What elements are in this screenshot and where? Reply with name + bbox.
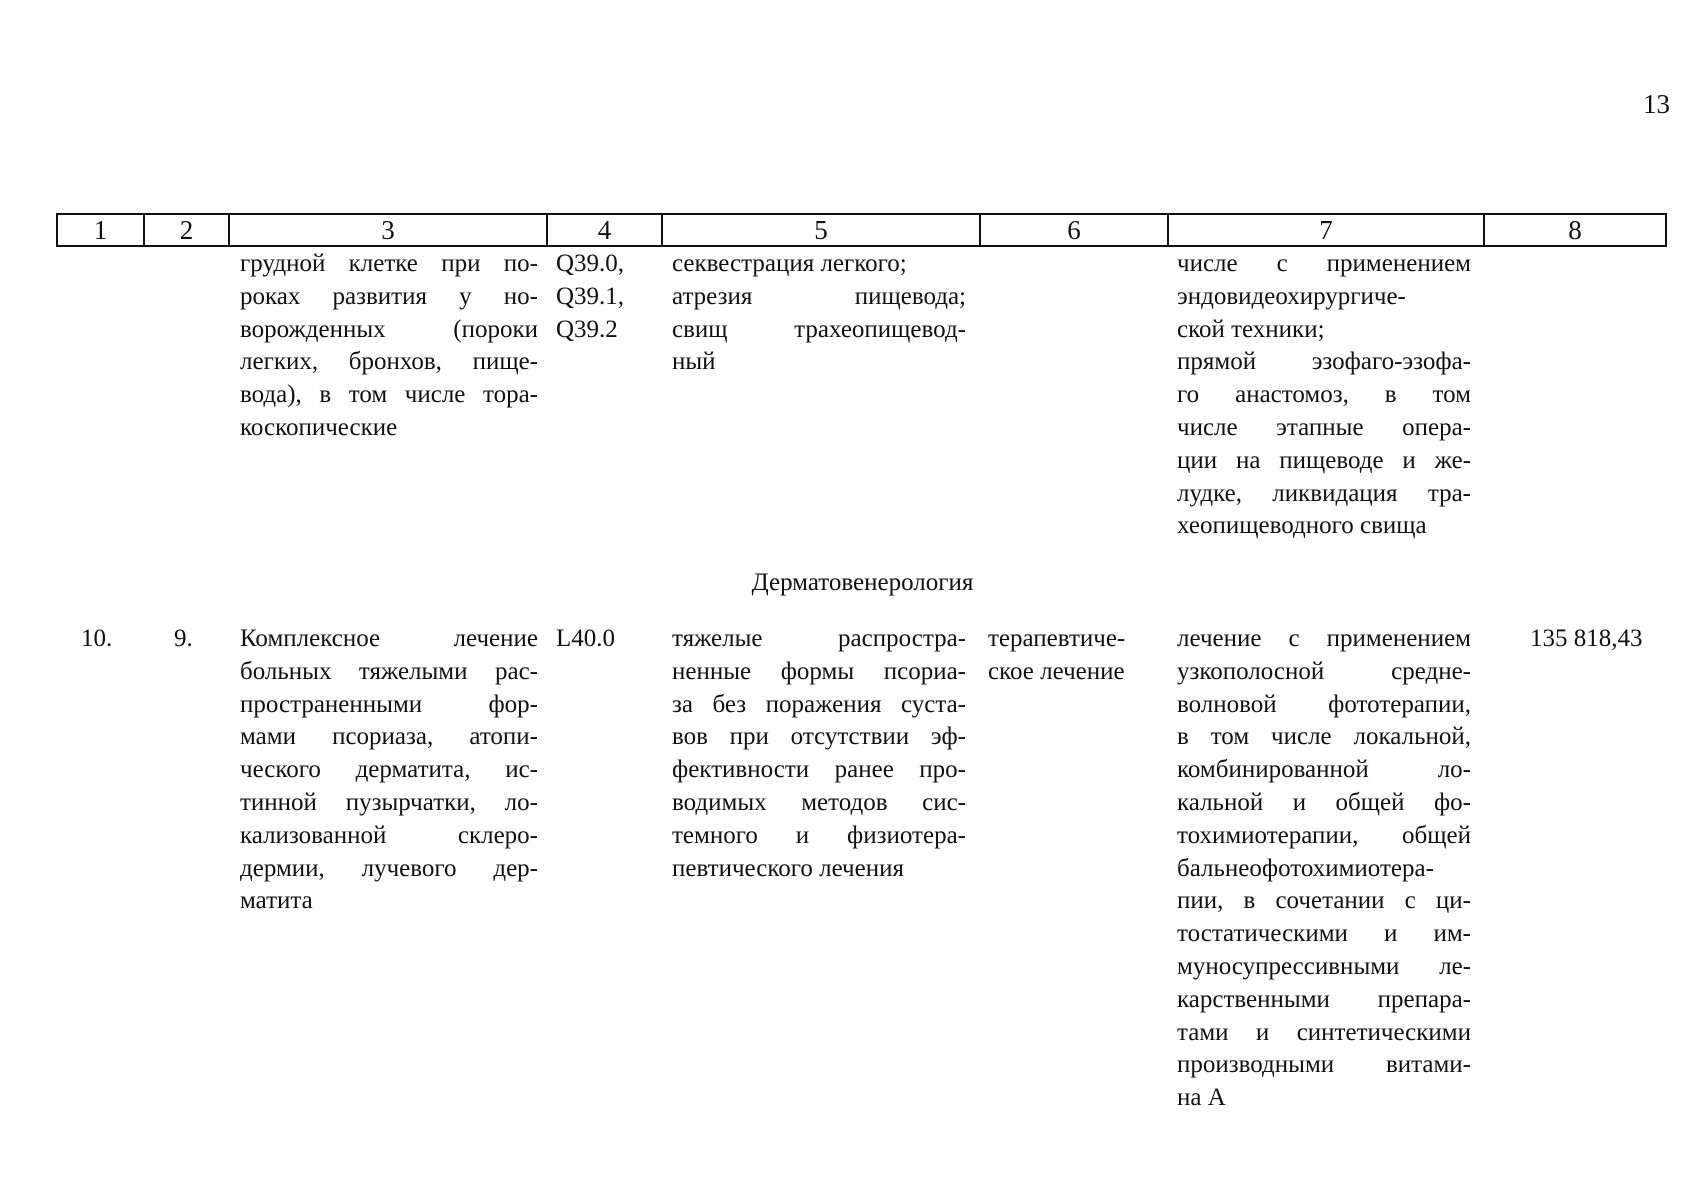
text-line: муносупрессивными ле- bbox=[1177, 952, 1471, 980]
text-line: Q39.1, bbox=[556, 282, 625, 310]
continued-row-icd-codes bbox=[556, 248, 656, 346]
column-number-3: 3 bbox=[228, 213, 546, 247]
table-column-number-header bbox=[56, 213, 1667, 247]
text-line: терапевтиче- bbox=[988, 625, 1126, 652]
text-line: числе этапные опера- bbox=[1177, 413, 1471, 441]
text-line: комбинированной ло- bbox=[1177, 756, 1471, 784]
text-line: кализованной склеро- bbox=[240, 821, 538, 849]
continued-row-patient-model bbox=[672, 248, 966, 379]
text-line: фективности ранее про- bbox=[672, 756, 966, 784]
text-line: мами псориаза, атопи- bbox=[240, 723, 538, 751]
text-line: пространенными фор- bbox=[240, 690, 538, 718]
text-line: тами и синтетическими bbox=[1177, 1018, 1471, 1046]
text-line: коскопические bbox=[240, 413, 398, 441]
text-line: лудке, ликвидация тра- bbox=[1177, 479, 1471, 507]
text-line: вов при отсутствии эф- bbox=[672, 723, 966, 751]
text-line: тохимиотерапии, общей bbox=[1177, 821, 1471, 849]
text-line: дермии, лучевого дер- bbox=[240, 854, 538, 882]
text-line: лечение с применением bbox=[1177, 625, 1471, 652]
text-line: Q39.2 bbox=[556, 315, 618, 343]
text-line: вода), в том числе тора- bbox=[240, 381, 538, 409]
row-10-cost: 135 818,43 bbox=[1530, 625, 1643, 652]
text-line: тостатическими и им- bbox=[1177, 920, 1471, 948]
text-line: легких, бронхов, пище- bbox=[240, 348, 538, 376]
text-line: ческого дерматита, ис- bbox=[240, 756, 538, 784]
text-line: бальнеофотохимиотера- bbox=[1177, 854, 1434, 882]
text-line: кальной и общей фо- bbox=[1177, 788, 1471, 816]
text-line: роках развития у но- bbox=[240, 282, 538, 310]
text-line: тяжелые распростра- bbox=[672, 625, 966, 652]
text-line: матита bbox=[240, 887, 313, 915]
text-line: певтического лечения bbox=[672, 854, 904, 882]
text-line: за без поражения суста- bbox=[672, 690, 966, 718]
text-line: ское лечение bbox=[988, 657, 1125, 685]
row-10-icd-code: L40.0 bbox=[556, 625, 616, 652]
section-title: Дерматовенерология bbox=[751, 569, 974, 596]
text-line: в том числе локальной, bbox=[1177, 723, 1471, 751]
page-number: 13 bbox=[1643, 89, 1670, 119]
text-line: атрезия пищевода; bbox=[672, 282, 966, 310]
text-line: секвестрация легкого; bbox=[672, 250, 907, 277]
column-number-2: 2 bbox=[143, 213, 228, 247]
text-line: ворожденных (пороки bbox=[240, 315, 538, 343]
text-line: волновой фототерапии, bbox=[1177, 690, 1471, 718]
row-number: 10. bbox=[81, 625, 113, 652]
text-line: карственными препара- bbox=[1177, 985, 1471, 1013]
text-line: грудной клетке при по- bbox=[240, 250, 538, 277]
text-line: го анастомоз, в том bbox=[1177, 381, 1471, 409]
text-line: ской техники; bbox=[1177, 315, 1325, 343]
text-line: прямой эзофаго-эзофа- bbox=[1177, 348, 1471, 376]
text-line: эндовидеохирургиче- bbox=[1177, 282, 1406, 310]
text-line: числе с применением bbox=[1177, 250, 1471, 277]
row-10-patient-model bbox=[672, 623, 966, 885]
text-line: ции на пищеводе и же- bbox=[1177, 446, 1471, 474]
column-number-4: 4 bbox=[546, 213, 661, 247]
column-number-7: 7 bbox=[1167, 213, 1483, 247]
column-number-6: 6 bbox=[979, 213, 1167, 247]
text-line: свищ трахеопищевод- bbox=[672, 315, 966, 343]
text-line: узкополосной средне- bbox=[1177, 657, 1471, 685]
column-number-5: 5 bbox=[661, 213, 979, 247]
row-10-intervention-type bbox=[240, 623, 538, 918]
row-10-treatment-method bbox=[1177, 623, 1471, 1115]
text-line: Q39.0, bbox=[556, 250, 625, 277]
text-line: ный bbox=[672, 348, 716, 376]
text-line: темного и физиотера- bbox=[672, 821, 966, 849]
column-number-8: 8 bbox=[1483, 213, 1667, 247]
row-10-treatment-type bbox=[988, 623, 1158, 689]
text-line: пии, в сочетании с ци- bbox=[1177, 887, 1471, 915]
text-line: хеопищеводного свища bbox=[1177, 512, 1427, 540]
column-number-1: 1 bbox=[56, 213, 143, 247]
text-line: на А bbox=[1177, 1084, 1226, 1112]
text-line: тинной пузырчатки, ло- bbox=[240, 788, 538, 816]
text-line: больных тяжелыми рас- bbox=[240, 657, 538, 685]
text-line: водимых методов сис- bbox=[672, 788, 966, 816]
text-line: ненные формы псориа- bbox=[672, 657, 966, 685]
continued-row-intervention-type bbox=[240, 248, 538, 445]
text-line: производными витами- bbox=[1177, 1051, 1471, 1079]
text-line: Комплексное лечение bbox=[240, 625, 538, 652]
continued-row-treatment-method bbox=[1177, 248, 1471, 543]
group-number: 9. bbox=[174, 625, 193, 652]
